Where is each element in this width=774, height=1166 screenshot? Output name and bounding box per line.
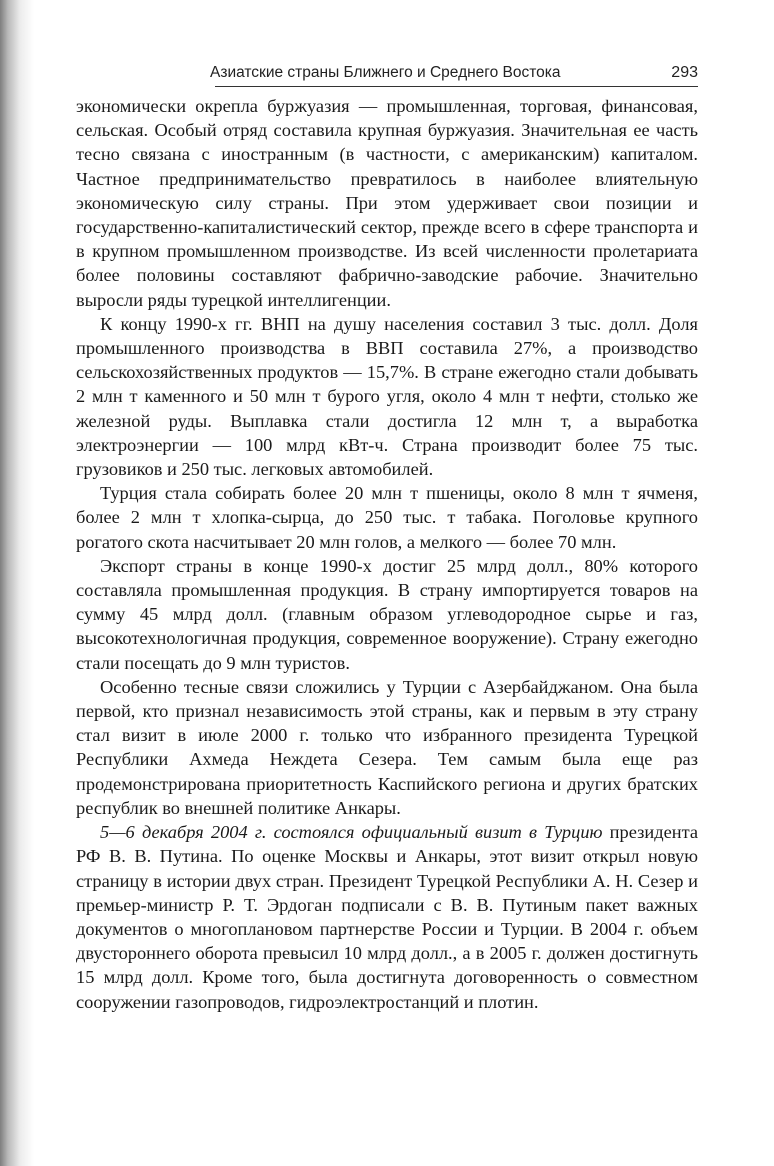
page-number: 293	[671, 64, 698, 81]
body-text	[76, 94, 698, 1014]
page-header	[210, 58, 698, 82]
paragraph-6-text: президента РФ В. В. Путина. По оценке Москвы и Анкары, этот визит открыл новую страницу в истории двух стран. Президент Турецкой Республики А. Н. Сезер и премьер-министр Р. Т. Эрдоган подписали с В. В. Путиным пакет важных документов о многоплановом партнерстве России и Турции. В 2004 г. объем двустороннего оборота превысил 10 млрд долл., а в 2005 г. должен достигнуть 15 млрд долл. Кроме того, была достигнута договоренность о совместном сооружении газопроводов, гидроэлектростанций и плотин.	[76, 822, 698, 1012]
paragraph-1: экономически окрепла буржуазия — промышленная, торговая, финансовая, сельская. Особый отряд составила крупная буржуазия. Значительная ее часть тесно связана с иностранным (в частности, с американским) капиталом. Частное предпринимательство превратилось в наиболее влиятельную экономическую силу страны. При этом удерживает свои позиции и государственно-капиталистический сектор, прежде всего в сфере транспорта и в крупном промышленном производстве. Из всей численности пролетариата более половины составляют фабрично-заводские рабочие. Значительно выросли ряды турецкой интеллигенции.	[76, 96, 698, 310]
paragraph-6	[76, 820, 698, 1014]
italic-lead: 5—6 декабря 2004 г. состоялся официальный визит в Турцию	[100, 822, 603, 843]
paragraph-4: Экспорт страны в конце 1990-х достиг 25 млрд долл., 80% которого составляла промышленная продукция. В страну импортируется товаров на сумму 45 млрд долл. (главным образом углеводородное сырье и газ, высокотехнологичная продукция, современное вооружение). Страну ежегодно стали посещать до 9 млн туристов.	[76, 555, 698, 673]
paragraph-5: Особенно тесные связи сложились у Турции с Азербайджаном. Она была первой, кто признал независимость этой страны, как и первым в эту страну стал визит в июле 2000 г. только что избранного президента Турецкой Республики Ахмеда Неждета Сезера. Тем самым была еще раз продемонстрирована приоритетность Каспийского региона и других братских республик во внешней политике Анкары.	[76, 676, 698, 818]
header-rule	[215, 86, 698, 87]
paragraph-2: К концу 1990-х гг. ВНП на душу населения составил 3 тыс. долл. Доля промышленного производства в ВВП составила 27%, а производство сельскохозяйственных продуктов — 15,7%. В стране ежегодно стали добывать 2 млн т каменного и 50 млн т бурого угля, около 4 млн т нефти, столько же железной руды. Выплавка стали достигла 12 млн т, а выработка электроэнергии — 100 млрд кВт-ч. Страна производит более 75 тыс. грузовиков и 250 тыс. легковых автомобилей.	[76, 313, 698, 480]
paragraph-3: Турция стала собирать более 20 млн т пшеницы, около 8 млн т ячменя, более 2 млн т хлопка-сырца, до 250 тыс. т табака. Поголовье крупного рогатого скота насчитывает 20 млн голов, а мелкого — более 70 млн.	[76, 483, 698, 552]
running-title: Азиатские страны Ближнего и Среднего Востока	[210, 64, 561, 81]
